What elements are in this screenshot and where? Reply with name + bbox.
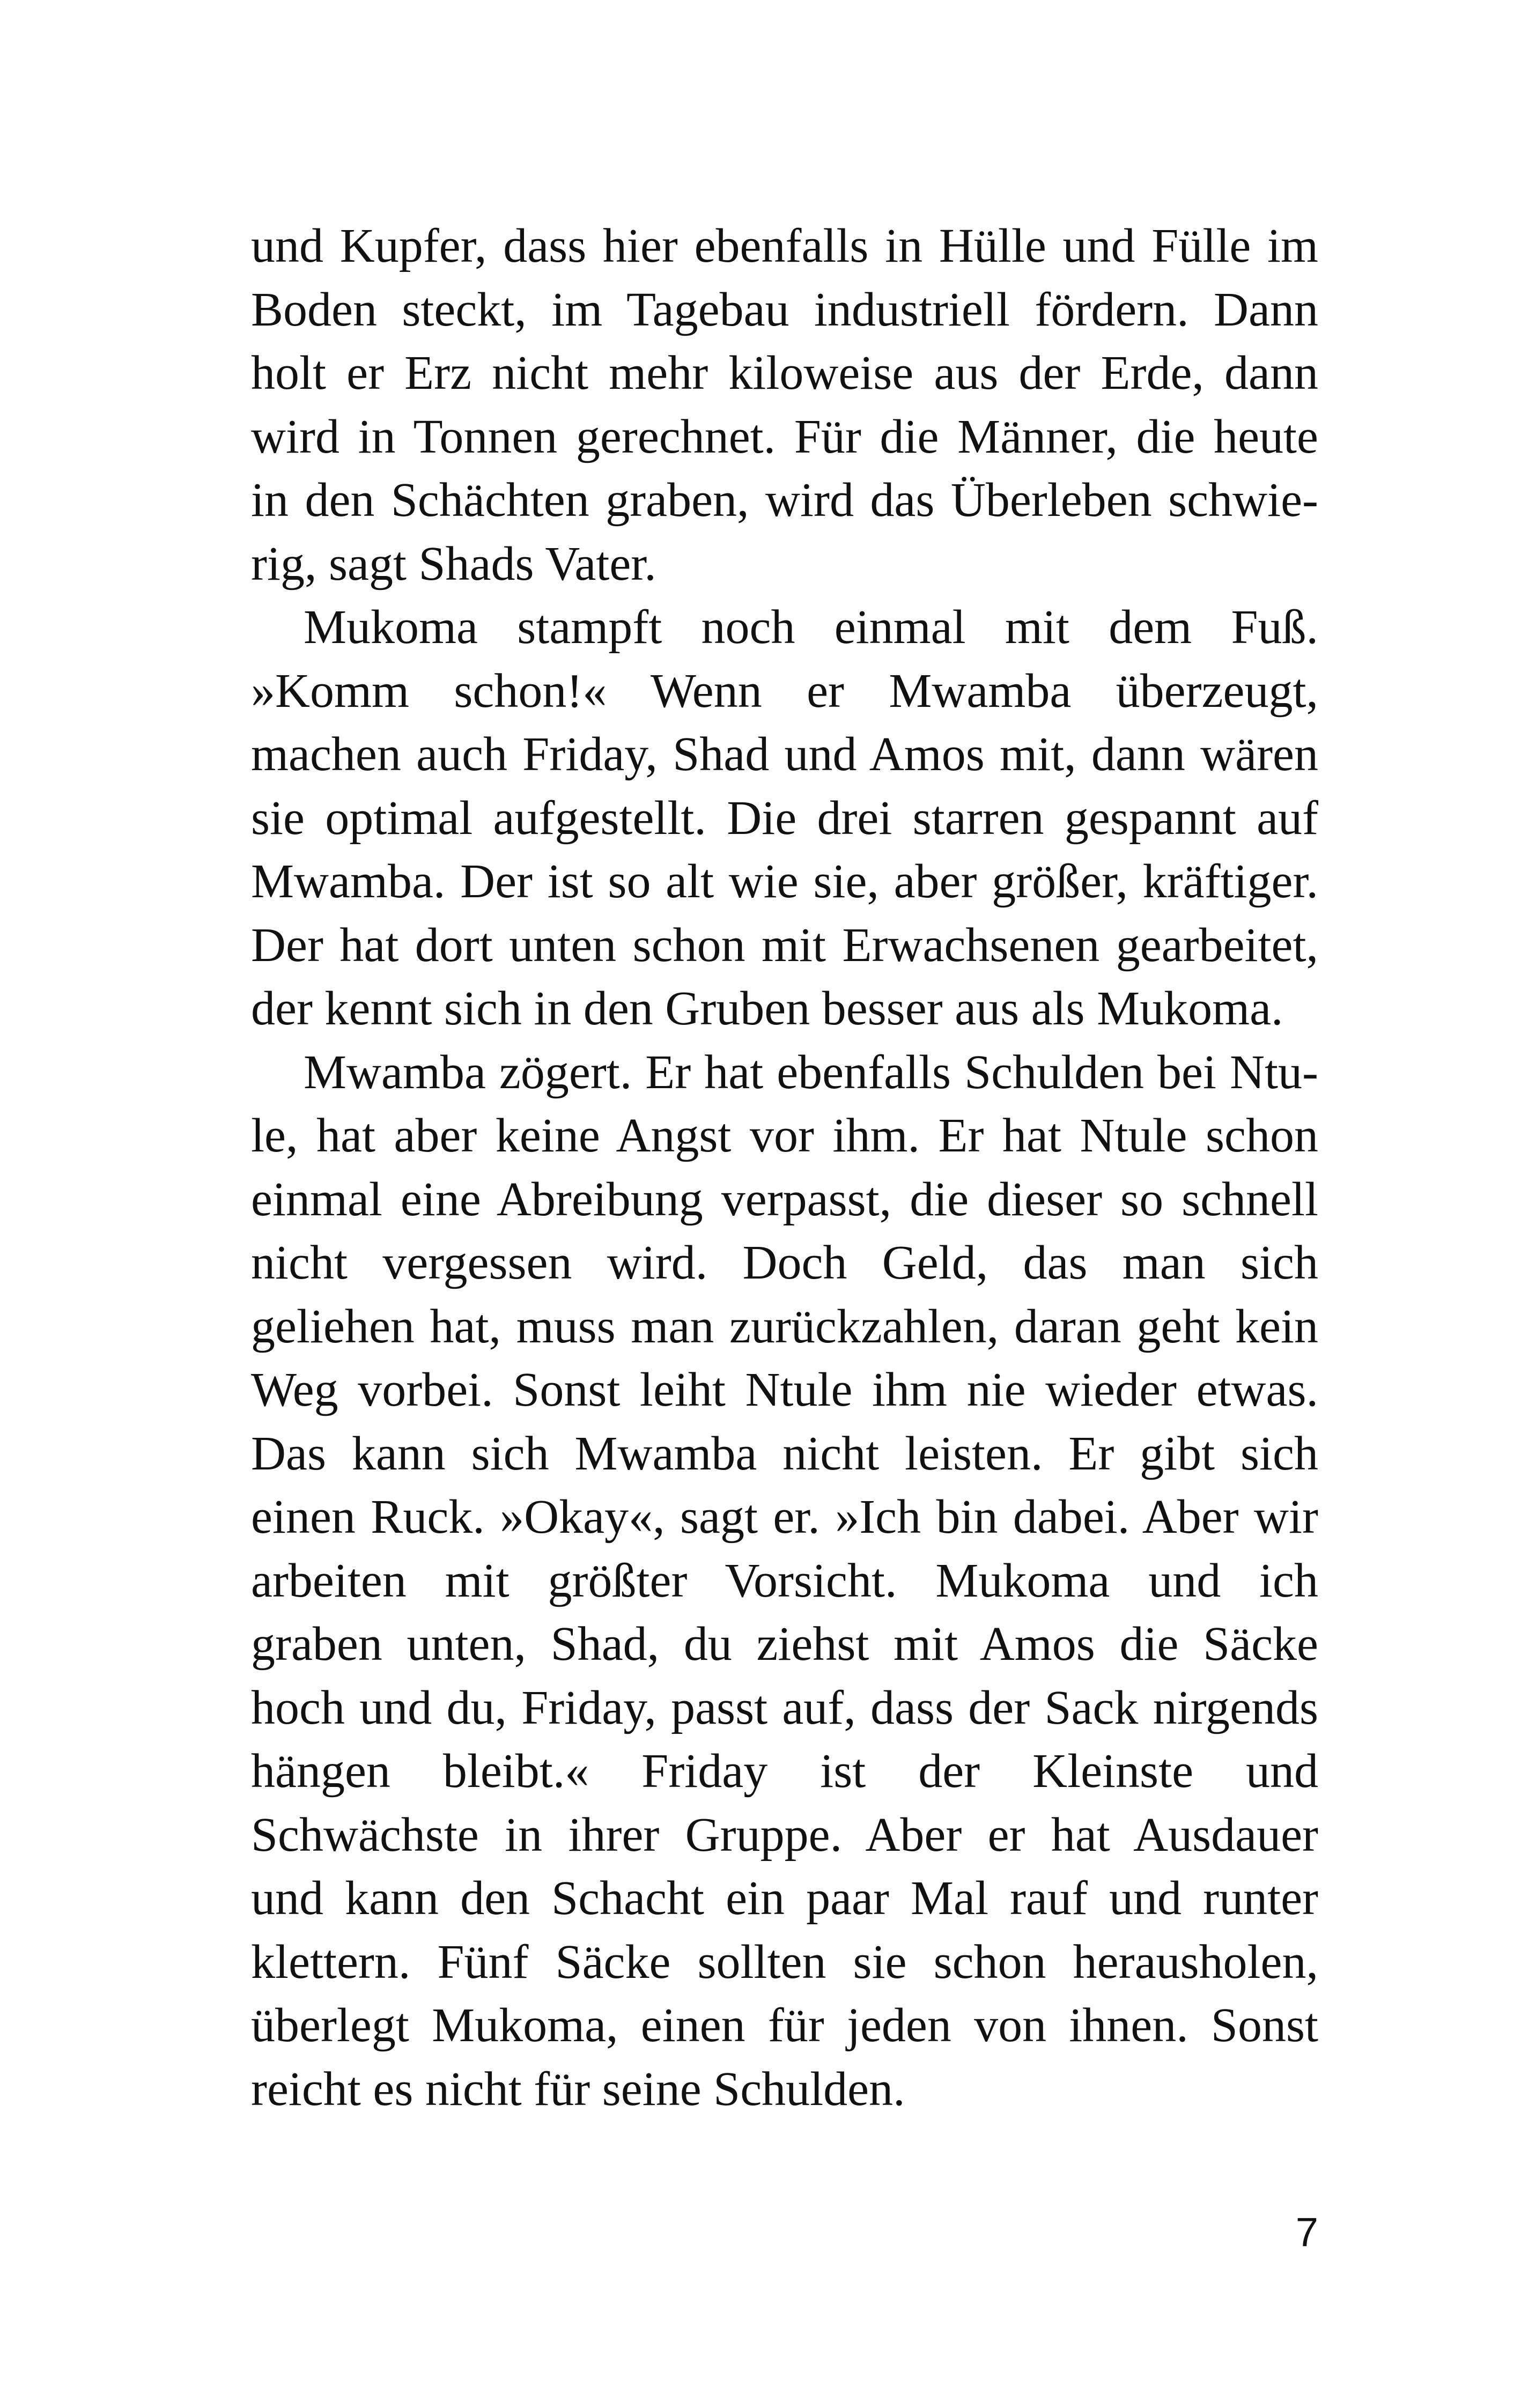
text-line: geliehen hat, muss man zurückzahlen, daran geht kein — [251, 1299, 1318, 1353]
text-line: rig, sagt Shads Vater. — [251, 537, 656, 590]
text-line: machen auch Friday, Shad und Amos mit, dann wären — [251, 728, 1318, 781]
text-line: Mukoma stampft noch einmal mit dem Fuß. — [304, 601, 1318, 654]
text-line: »Komm schon!« Wenn er Mwamba überzeugt, — [251, 664, 1318, 718]
text-line: einmal eine Abreibung verpasst, die dieser so schnell — [251, 1172, 1318, 1226]
text-line: der kennt sich in den Gruben besser aus als Mukoma. — [251, 982, 1283, 1035]
text-line: holt er Erz nicht mehr kiloweise aus der Erde, dann — [251, 346, 1318, 400]
text-line: und Kupfer, dass hier ebenfalls in Hülle und Fülle im — [251, 219, 1318, 272]
text-line: in den Schächten graben, wird das Überleben schwie- — [251, 474, 1318, 527]
text-line: le, hat aber keine Angst vor ihm. Er hat Ntule schon — [251, 1109, 1318, 1162]
text-line: Mwamba. Der ist so alt wie sie, aber größer, kräftiger. — [251, 855, 1318, 908]
page-text-body — [251, 215, 1318, 2121]
text-line: nicht vergessen wird. Doch Geld, das man sich — [251, 1236, 1318, 1289]
paragraph-2 — [251, 596, 1318, 1041]
paragraph-1 — [251, 215, 1318, 596]
text-line: und kann den Schacht ein paar Mal rauf und runter — [251, 1872, 1318, 1925]
text-line: Mwamba zögert. Er hat ebenfalls Schulden bei Ntu- — [304, 1045, 1318, 1099]
text-line: sie optimal aufgestellt. Die drei starren gespannt auf — [251, 791, 1318, 845]
text-line: Boden steckt, im Tagebau industriell fördern. Dann — [251, 283, 1318, 336]
page-number: 7 — [1295, 2210, 1318, 2255]
text-line: reicht es nicht für seine Schulden. — [251, 2062, 905, 2116]
text-line: Schwächste in ihrer Gruppe. Aber er hat Ausdauer — [251, 1808, 1318, 1862]
text-line: Das kann sich Mwamba nicht leisten. Er gibt sich — [251, 1427, 1318, 1480]
text-line: hoch und du, Friday, passt auf, dass der Sack nirgends — [251, 1681, 1318, 1734]
text-line: wird in Tonnen gerechnet. Für die Männer, die heute — [251, 410, 1318, 463]
text-line: hängen bleibt.« Friday ist der Kleinste und — [251, 1745, 1318, 1798]
text-line: Weg vorbei. Sonst leiht Ntule ihm nie wieder etwas. — [251, 1363, 1318, 1416]
text-line: Der hat dort unten schon mit Erwachsenen gearbeitet, — [251, 918, 1318, 972]
paragraph-3 — [251, 1041, 1318, 2122]
text-line: überlegt Mukoma, einen für jeden von ihnen. Sonst — [251, 1999, 1318, 2052]
text-line: arbeiten mit größter Vorsicht. Mukoma und ich — [251, 1554, 1318, 1607]
text-line: graben unten, Shad, du ziehst mit Amos die Säcke — [251, 1617, 1318, 1671]
text-line: klettern. Fünf Säcke sollten sie schon herausholen, — [251, 1935, 1318, 1989]
text-line: einen Ruck. »Okay«, sagt er. »Ich bin dabei. Aber wir — [251, 1490, 1318, 1543]
